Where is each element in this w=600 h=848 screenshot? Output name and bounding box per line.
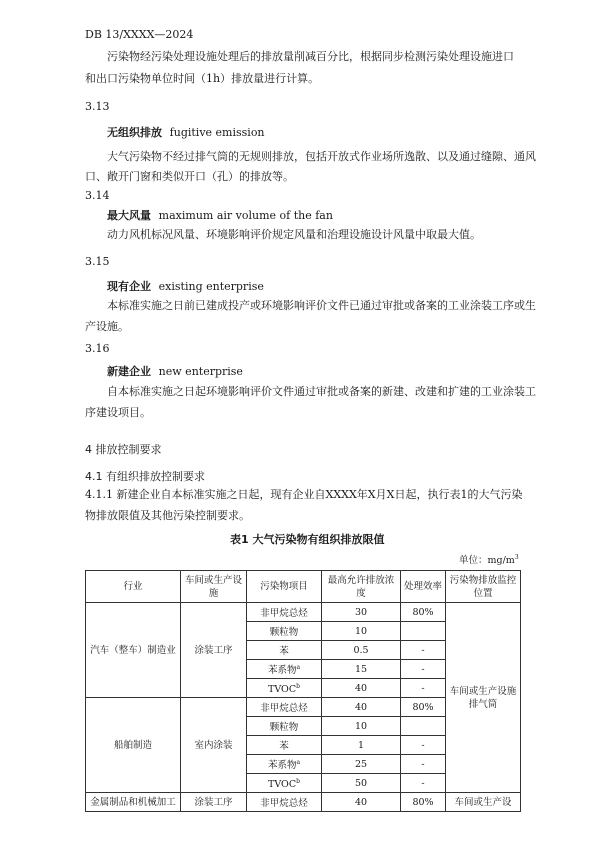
term-chinese: 无组织排放 xyxy=(107,126,162,139)
pollutant-cell: 颗粒物 xyxy=(247,717,322,736)
clause-text: 4.1.1 新建企业自本标准实施之日起，现有企业自XXXX年X月X日起，执行表1的大气污染 xyxy=(85,488,523,501)
pollutant-cell: TVOC$^b$ xyxy=(247,774,322,793)
table-header-row xyxy=(86,571,521,603)
emission-limits-table xyxy=(85,570,521,812)
term-english: fugitive emission xyxy=(169,126,265,139)
limit-cell: 40 xyxy=(322,698,401,717)
limit-cell: 30 xyxy=(322,603,401,622)
chapter-heading: 4 排放控制要求 xyxy=(85,443,162,456)
table-caption: 表1 大气污染物有组织排放限值 xyxy=(230,533,385,546)
efficiency-cell: 80% xyxy=(401,793,446,812)
clause-number: 3.16 xyxy=(85,342,110,355)
efficiency-cell: - xyxy=(401,679,446,698)
paragraph-text: 污染物经污染处理设施处理后的排放量削减百分比，根据同步检测污染处理设施进口 xyxy=(107,50,514,63)
clause-text: 物排放限值及其他污染控制要求。 xyxy=(85,509,250,522)
term-heading xyxy=(107,363,243,379)
limit-cell: 0.5 xyxy=(322,641,401,660)
header-pollutant: 污染物项目 xyxy=(247,571,322,603)
term-english: maximum air volume of the fan xyxy=(158,209,333,222)
workshop-cell: 室内涂装 xyxy=(181,698,247,793)
term-chinese: 新建企业 xyxy=(107,365,151,378)
efficiency-cell: - xyxy=(401,660,446,679)
pollutant-cell: 非甲烷总烃 xyxy=(247,603,322,622)
term-heading xyxy=(107,207,333,223)
table-row xyxy=(86,603,521,622)
table-row xyxy=(86,793,521,812)
efficiency-cell: 80% xyxy=(401,698,446,717)
limit-cell: 1 xyxy=(322,736,401,755)
efficiency-cell: - xyxy=(401,736,446,755)
efficiency-cell: 80% xyxy=(401,603,446,622)
standard-code: DB 13/XXXX—2024 xyxy=(85,28,194,41)
pollutant-cell: 苯 xyxy=(247,736,322,755)
definition-text: 口、敞开门窗和类似开口（孔）的排放等。 xyxy=(85,170,294,183)
monitor-cell: 车间或生产设施排气筒 xyxy=(446,603,521,793)
pollutant-cell: 苯 xyxy=(247,641,322,660)
term-heading xyxy=(107,124,265,140)
workshop-cell: 涂装工序 xyxy=(181,603,247,698)
clause-number: 3.14 xyxy=(85,189,110,202)
header-efficiency: 处理效率 xyxy=(401,571,446,603)
clause-number: 3.15 xyxy=(85,255,110,268)
unit-label: 单位：mg/m xyxy=(459,555,515,566)
term-chinese: 最大风量 xyxy=(107,209,151,222)
workshop-cell: 涂装工序 xyxy=(181,793,247,812)
pollutant-cell: 苯系物$^a$ xyxy=(247,660,322,679)
pollutant-cell: 颗粒物 xyxy=(247,622,322,641)
definition-text: 大气污染物不经过排气筒的无规则排放，包括开放式作业场所逸散、以及通过缝隙、通风 xyxy=(107,150,536,163)
header-industry: 行业 xyxy=(86,571,181,603)
industry-cell: 汽车（整车）制造业 xyxy=(86,603,181,698)
definition-text: 自本标准实施之日起环境影响评价文件通过审批或备案的新建、改建和扩建的工业涂装工 xyxy=(107,385,536,398)
term-english: existing enterprise xyxy=(158,280,264,293)
table-unit xyxy=(459,552,519,566)
monitor-cell: 车间或生产设 xyxy=(446,793,521,812)
clause-number: 3.13 xyxy=(85,100,110,113)
pollutant-cell: 非甲烷总烃 xyxy=(247,793,322,812)
efficiency-cell xyxy=(401,717,446,736)
pollutant-cell: 非甲烷总烃 xyxy=(247,698,322,717)
industry-cell: 金属制品和机械加工 xyxy=(86,793,181,812)
efficiency-cell: - xyxy=(401,774,446,793)
industry-cell: 船舶制造 xyxy=(86,698,181,793)
definition-text: 本标准实施之日前已建成投产或环境影响评价文件已通过审批或备案的工业涂装工序或生 xyxy=(107,299,536,312)
term-chinese: 现有企业 xyxy=(107,280,151,293)
term-english: new enterprise xyxy=(158,365,243,378)
pollutant-cell: 苯系物$^a$ xyxy=(247,755,322,774)
efficiency-cell: - xyxy=(401,755,446,774)
paragraph-text: 和出口污染物单位时间（1h）排放量进行计算。 xyxy=(85,72,320,85)
header-workshop: 车间或生产设施 xyxy=(181,571,247,603)
definition-text: 动力风机标况风量、环境影响评价规定风量和治理设施设计风量中取最大值。 xyxy=(107,228,481,241)
header-monitor: 污染物排放监控位置 xyxy=(446,571,521,603)
limit-cell: 50 xyxy=(322,774,401,793)
term-heading xyxy=(107,278,264,294)
limit-cell: 10 xyxy=(322,622,401,641)
pollutant-cell: TVOC$^b$ xyxy=(247,679,322,698)
limit-cell: 40 xyxy=(322,679,401,698)
definition-text: 产设施。 xyxy=(85,320,129,333)
section-heading: 4.1 有组织排放控制要求 xyxy=(85,470,205,483)
efficiency-cell xyxy=(401,622,446,641)
limit-cell: 15 xyxy=(322,660,401,679)
definition-text: 序建设项目。 xyxy=(85,406,151,419)
unit-superscript: 3 xyxy=(514,553,519,561)
limit-cell: 25 xyxy=(322,755,401,774)
efficiency-cell: - xyxy=(401,641,446,660)
limit-cell: 40 xyxy=(322,793,401,812)
header-limit: 最高允许排放浓度 xyxy=(322,571,401,603)
limit-cell: 10 xyxy=(322,717,401,736)
